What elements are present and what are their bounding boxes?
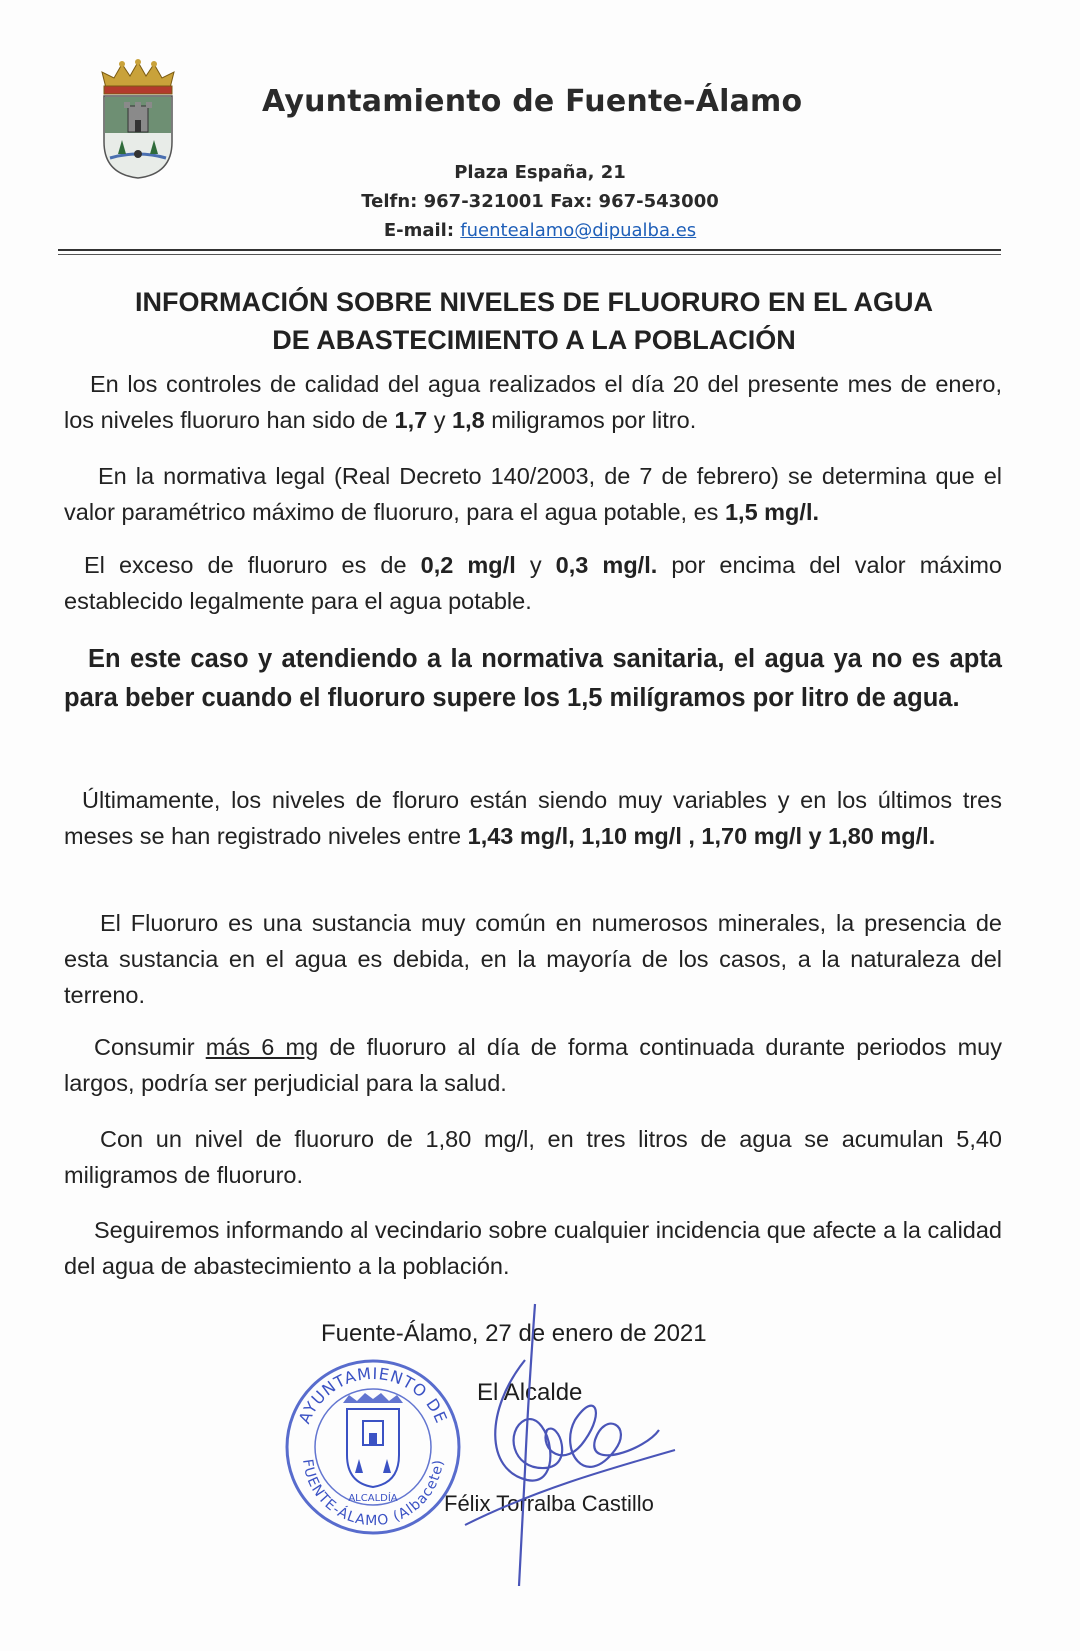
p1-text-a: En los controles de calidad del agua realizados el día 20 del presente mes de enero, los niveles fluoruro han sido de <box>64 371 1002 433</box>
email-link[interactable]: fuentealamo@dipualba.es <box>460 220 697 241</box>
p1-text-c: miligramos por litro. <box>484 407 697 433</box>
stamp-center-text: ALCALDÍA <box>348 1493 398 1504</box>
p3-value-1: 0,2 mg/l <box>420 552 516 578</box>
organization-name: Ayuntamiento de Fuente-Álamo <box>262 84 803 119</box>
p5-values: 1,43 mg/l, 1,10 mg/l , 1,70 mg/l y 1,80 mg/l. <box>467 823 936 849</box>
paragraph-fluoride-origin: El Fluoruro es una sustancia muy común en numerosos minerales, la presencia de esta sustancia en el agua es debida, en la mayoría de los casos, a la naturaleza del terreno. <box>64 910 1002 1008</box>
paragraph-accumulation: Con un nivel de fluoruro de 1,80 mg/l, en tres litros de agua se acumulan 5,40 miligramos de fluoruro. <box>64 1126 1002 1188</box>
p2-value-1: 1,5 mg/l. <box>724 499 820 525</box>
stamp-top-text: AYUNTAMIENTO DE <box>294 1363 452 1427</box>
p1-value-2: 1,8 <box>452 407 485 433</box>
p1-text-b: y <box>427 407 452 433</box>
paragraph-consumption <box>64 1029 1002 1101</box>
paragraph-warning: En este caso y atendiendo a la normativa sanitaria, el agua ya no es apta para beber cuando el fluoruro supere los 1,5 milígramos por litro de agua. <box>64 645 1002 712</box>
p7-text-a: Consumir <box>94 1034 206 1060</box>
closing-role: El Alcalde <box>477 1379 583 1406</box>
email-label: E-mail: <box>383 220 461 241</box>
paragraph-recent-levels <box>64 782 1002 854</box>
p1-value-1: 1,7 <box>394 407 428 433</box>
closing-name: Félix Torralba Castillo <box>444 1491 654 1516</box>
closing-date: Fuente-Álamo, 27 de enero de 2021 <box>321 1320 707 1347</box>
header-divider <box>58 249 1001 251</box>
address: Plaza España, 21 <box>454 162 626 183</box>
stamp-bottom-text: FUENTE-ÁLAMO (Albacete) <box>299 1458 447 1530</box>
header-divider-thin <box>58 254 1001 255</box>
paragraph-regulation <box>64 458 1002 530</box>
svg-text:AYUNTAMIENTO DE <box>295 1364 451 1427</box>
p7-text-b: de fluoruro al día de forma continuada durante periodos muy largos, podría ser perjudicial para la salud. <box>64 1034 1002 1096</box>
paragraph-controls <box>64 366 1002 438</box>
phone-fax: Telfn: 967-321001 Fax: 967-543000 <box>361 191 719 212</box>
email-line <box>330 216 750 245</box>
title-line-1: INFORMACIÓN SOBRE NIVELES DE FLUORURO EN EL AGUA <box>134 287 934 317</box>
p3-text-b: y <box>515 552 556 578</box>
coat-of-arms-icon <box>96 58 180 180</box>
p3-text-c: por encima del valor máximo establecido legalmente para el agua potable. <box>64 552 1002 614</box>
paragraph-excess <box>64 547 1002 619</box>
p2-text-a: En la normativa legal (Real Decreto 140/2003, de 7 de febrero) se determina que el valor paramétrico máximo de fluoruro, para el agua potable, es <box>64 463 1002 525</box>
official-stamp <box>283 1355 463 1535</box>
contact-block <box>330 158 750 245</box>
paragraph-closing-note: Seguiremos informando al vecindario sobre cualquier incidencia que afecte a la calidad del agua de abastecimiento a la población. <box>64 1217 1002 1279</box>
title-line-2: DE ABASTECIMIENTO A LA POBLACIÓN <box>272 325 796 355</box>
p3-value-2: 0,3 mg/l. <box>555 552 658 578</box>
p3-text-a: El exceso de fluoruro es de <box>84 552 421 578</box>
p5-text-a: Últimamente, los niveles de floruro están siendo muy variables y en los últimos tres meses se han registrado niveles entre <box>64 787 1002 849</box>
p7-underlined: más 6 mg <box>205 1034 319 1060</box>
signature-icon <box>455 1300 695 1590</box>
document-title <box>54 283 1014 359</box>
